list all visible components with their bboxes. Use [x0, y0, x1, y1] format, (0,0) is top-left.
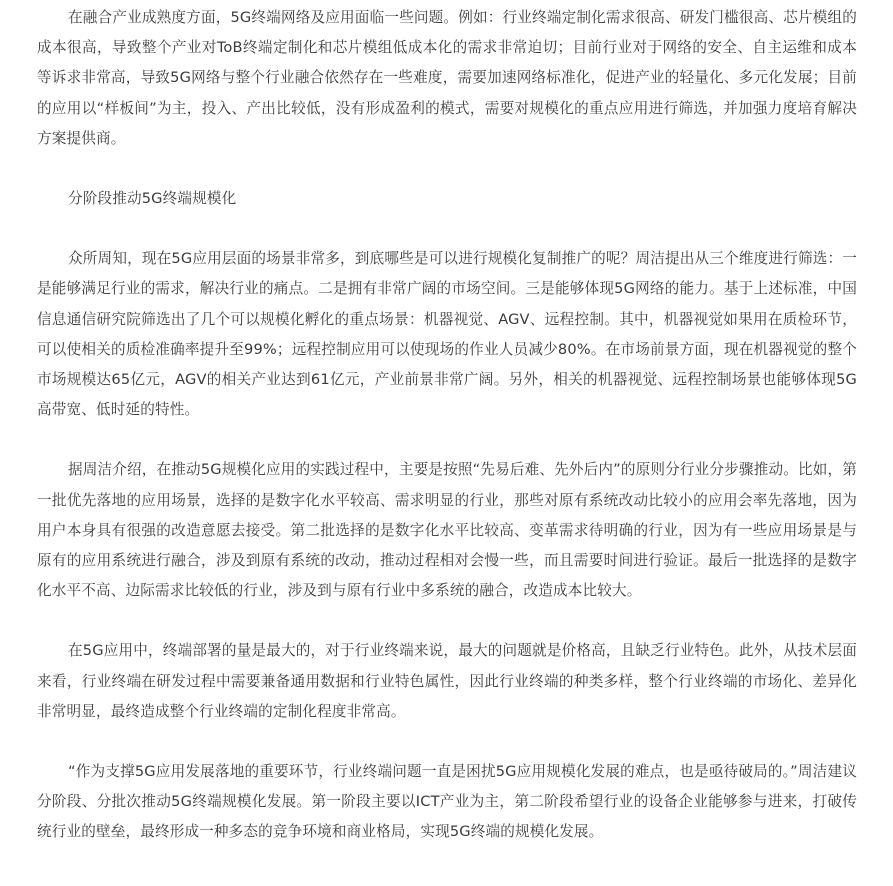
paragraph-scenario-selection: 众所周知，现在5G应用层面的场景非常多，到底哪些是可以进行规模化复制推广的呢？周洁提出从三个维度进行筛选：一是能够满足行业的需求，解决行业的痛点。二是拥有非常广阔的市场空间。三是能够体现5G网络的能力。基于上述标准，中国信息通信研究院筛选出了几个可以规模化孵化的重点场景：机器视觉、AGV、远程控制。其中，机器视觉如果用在质检环节，可以使相关的质检准确率提升至99%；远程控制应用可以使现场的作业人员减少80%。在市场前景方面，现在机器视觉的整个市场规模达65亿元，AGV的相关产业达到61亿元，产业前景非常广阔。另外，相关的机器视觉、远程控制场景也能够体现5G高带宽、低时延的特性。 — [37, 250, 857, 419]
paragraph-phased-rollout: 据周洁介绍，在推动5G规模化应用的实践过程中，主要是按照“先易后难、先外后内”的原则分行业分步骤推动。比如，第一批优先落地的应用场景，选择的是数字化水平较高、需求明显的行业，那些对原有系统改动比较小的应用会率先落地，因为用户本身具有很强的改造意愿去接受。第二批选择的是数字化水平比较高、变革需求待明确的行业，因为有一些应用场景是与原有的应用系统进行融合，涉及到原有系统的改动，推动过程相对会慢一些，而且需要时间进行验证。最后一批选择的是数字化水平不高、边际需求比较低的行业，涉及到与原有行业中多系统的融合，改造成本比较大。 — [37, 461, 857, 600]
paragraph-industry-maturity: 在融合产业成熟度方面，5G终端网络及应用面临一些问题。例如：行业终端定制化需求很高、研发门槛很高、芯片模组的成本很高，导致整个产业对ToB终端定制化和芯片模组低成本化的需求非常迫切；目前行业对于网络的安全、自主运维和成本等诉求非常高，导致5G网络与整个行业融合依然存在一些难度，需要加速网络标准化，促进产业的轻量化、多元化发展；目前的应用以“样板间”为主，投入、产出比较低，没有形成盈利的模式，需要对规模化的重点应用进行筛选，并加强力度培育解决方案提供商。 — [37, 9, 857, 147]
paragraph-terminal-issues: 在5G应用中，终端部署的量是最大的，对于行业终端来说，最大的问题就是价格高，且缺乏行业特色。此外，从技术层面来看，行业终端在研发过程中需要兼备通用数据和行业特色属性，因此行业终端的种类多样，整个行业终端的市场化、差异化非常明显，最终造成整个行业终端的定制化程度非常高。 — [37, 642, 857, 720]
paragraph-quote-recommendation: “作为支撑5G应用发展落地的重要环节，行业终端问题一直是困扰5G应用规模化发展的难点，也是亟待破局的。”周洁建议分阶段、分批次推动5G终端规模化发展。第一阶段主要以ICT产业为主，第二阶段希望行业的设备企业能够参与进来，打破传统行业的壁垒，最终形成一种多态的竞争环境和商业格局，实现5G终端的规模化发展。 — [37, 763, 857, 841]
article-body — [37, 3, 857, 878]
section-heading: 分阶段推动5G终端规模化 — [68, 190, 237, 208]
